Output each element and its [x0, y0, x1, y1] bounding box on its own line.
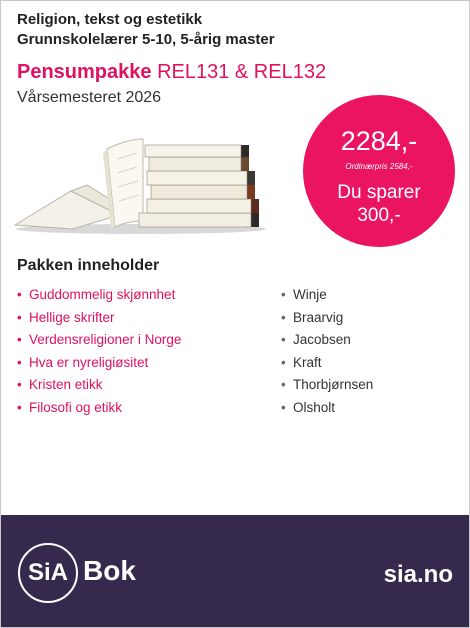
list-item [281, 354, 373, 377]
sia-logo-mark: SiA [18, 543, 78, 603]
bullet-icon: • [281, 309, 286, 325]
bullet-icon: • [281, 332, 286, 348]
list-item [17, 331, 181, 354]
sia-logo-word: Bok [83, 555, 136, 586]
savings-text [303, 181, 455, 227]
bullet-icon: • [17, 287, 22, 302]
list-item [281, 331, 373, 354]
bullet-icon: • [281, 377, 286, 393]
book-title: Verdensreligioner i Norge [29, 332, 182, 348]
bullet-icon: • [17, 377, 22, 393]
book-author: Olsholt [293, 399, 336, 415]
book-title: Guddommelig skjønnhet [29, 287, 176, 302]
subject-line: Religion, tekst og estetikk [17, 11, 203, 28]
books-illustration [11, 129, 271, 235]
list-item [17, 286, 181, 309]
bullet-icon: • [17, 309, 22, 325]
header [17, 10, 275, 50]
contents-heading: Pakken inneholder [17, 257, 160, 274]
package-price: 2284,- [340, 126, 418, 156]
bullet-icon: • [17, 354, 22, 370]
list-item [17, 399, 181, 422]
bullet-icon: • [17, 332, 22, 348]
footer [1, 515, 469, 627]
book-author: Kraft [293, 354, 322, 370]
package-title [17, 61, 326, 84]
list-item [281, 376, 373, 399]
site-link[interactable]: sia.no [383, 561, 453, 588]
book-author: Jacobsen [293, 332, 351, 348]
package-title-label: Pensumpakke [17, 61, 152, 83]
bullet-icon: • [281, 287, 286, 302]
list-item [281, 286, 373, 309]
savings-label: Du sparer [337, 182, 421, 203]
program-line: Grunnskolelærer 5-10, 5-årig master [17, 31, 275, 48]
book-author: Braarvig [293, 309, 344, 325]
book-title-list [17, 286, 181, 422]
bullet-icon: • [281, 399, 286, 415]
book-author: Thorbjørnsen [293, 377, 374, 393]
list-item [17, 376, 181, 399]
savings-amount: 300,- [357, 205, 401, 226]
list-item [17, 354, 181, 377]
list-item [17, 309, 181, 332]
book-title: Kristen etikk [29, 377, 103, 393]
bullet-icon: • [17, 399, 22, 415]
book-title: Filosofi og etikk [29, 399, 123, 415]
package-title-codes: REL131 & REL132 [157, 61, 327, 83]
book-title: Hellige skrifter [29, 309, 115, 325]
semester: Vårsemesteret 2026 [17, 89, 162, 106]
ordinary-price: Ordinærpris 2584,- [345, 162, 413, 171]
bullet-icon: • [281, 354, 286, 370]
list-item [281, 309, 373, 332]
book-author: Winje [293, 287, 327, 302]
price-badge [303, 95, 455, 247]
author-list [281, 286, 373, 422]
list-item [281, 399, 373, 422]
book-title: Hva er nyreligiøsitet [29, 354, 149, 370]
